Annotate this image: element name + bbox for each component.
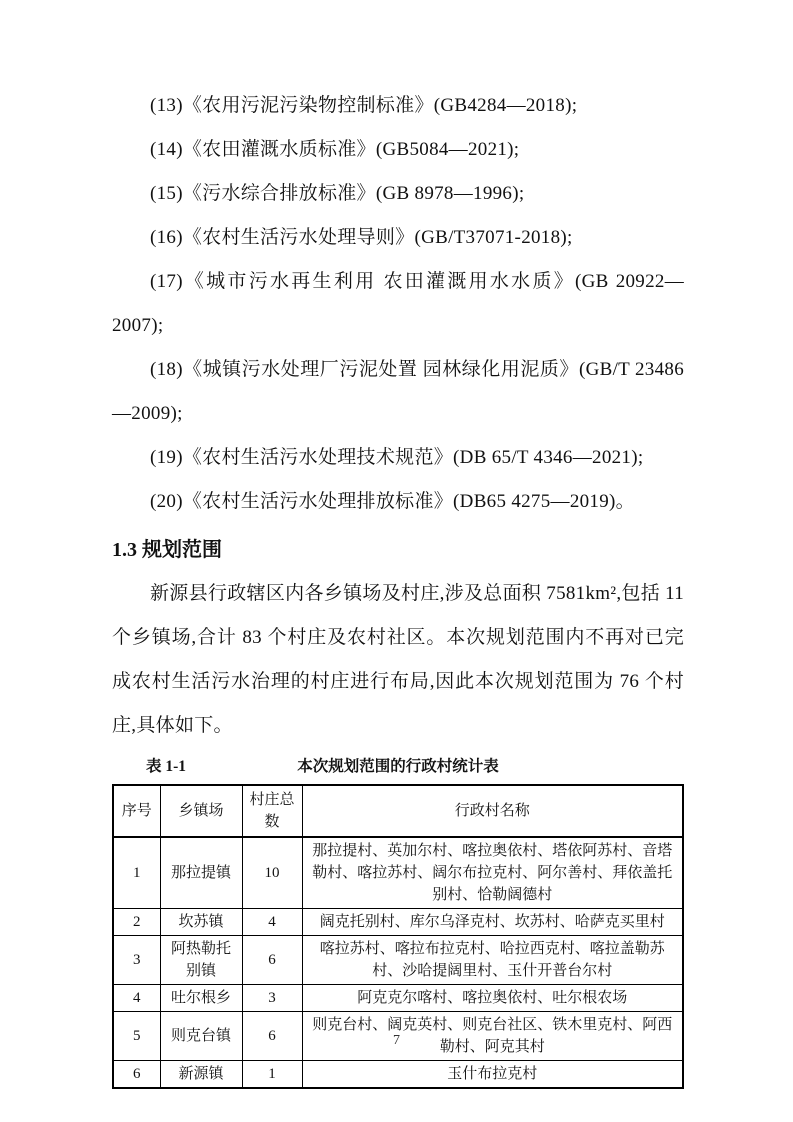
header-count: 村庄总数 [242,785,302,837]
cell-count: 1 [242,1061,302,1089]
table-label: 表 1-1 [146,758,187,775]
cell-count: 3 [242,985,302,1012]
cell-no: 6 [113,1061,160,1089]
cell-town: 则克台镇 [160,1012,242,1061]
page-number: 7 [393,1033,400,1048]
reference-item-17: (17)《城市污水再生利用 农田灌溉用水水质》(GB 20922—2007); [112,271,684,336]
reference-item-15: (15)《污水综合排放标准》(GB 8978—1996); [150,183,525,204]
header-names: 行政村名称 [302,785,683,837]
page-content [112,84,684,1089]
reference-item-20: (20)《农村生活污水处理排放标准》(DB65 4275—2019)。 [150,491,635,512]
table-caption [112,754,684,784]
cell-no: 1 [113,837,160,909]
header-no: 序号 [113,785,160,837]
reference-item-13: (13)《农用污泥污染物控制标准》(GB4284—2018); [150,95,578,116]
cell-villages: 喀拉苏村、喀拉布拉克村、哈拉西克村、喀拉盖勒苏村、沙哈提阔里村、玉什开普台尔村 [302,936,683,985]
cell-town: 吐尔根乡 [160,985,242,1012]
reference-item-19: (19)《农村生活污水处理技术规范》(DB 65/T 4346—2021); [150,447,644,468]
table-row [113,936,683,985]
intro-paragraph: 新源县行政辖区内各乡镇场及村庄,涉及总面积 7581km²,包括 11 个乡镇场,合计 83 个村庄及农村社区。本次规划范围内不再对已完成农村生活污水治理的村庄进行布局,因此本次规划范围为 76 个村庄,具体如下。 [112,583,684,736]
cell-villages: 那拉提村、英加尔村、喀拉奥依村、塔依阿苏村、音塔勒村、喀拉苏村、阔尔布拉克村、阿尔善村、拜依盖托别村、恰勒阔德村 [302,837,683,909]
cell-no: 2 [113,909,160,936]
section-heading: 1.3 规划范围 [112,539,222,561]
table-row [113,837,683,909]
cell-villages: 玉什布拉克村 [302,1061,683,1089]
table-title: 本次规划范围的行政村统计表 [297,758,499,775]
cell-town: 阿热勒托别镇 [160,936,242,985]
cell-no: 3 [113,936,160,985]
cell-no: 4 [113,985,160,1012]
cell-villages: 阔克托别村、库尔乌泽克村、坎苏村、哈萨克买里村 [302,909,683,936]
cell-town: 坎苏镇 [160,909,242,936]
cell-villages: 阿克克尔喀村、喀拉奥依村、吐尔根农场 [302,985,683,1012]
table-row [113,909,683,936]
cell-town: 那拉提镇 [160,837,242,909]
reference-item-18: (18)《城镇污水处理厂污泥处置 园林绿化用泥质》(GB/T 23486—2009); [112,359,684,424]
table-row [113,985,683,1012]
header-town: 乡镇场 [160,785,242,837]
table-header-row [113,785,683,837]
cell-count: 4 [242,909,302,936]
cell-villages: 则克台村、阔克英村、则克台社区、铁木里克村、阿西勒村、阿克其村 [302,1012,683,1061]
cell-no: 5 [113,1012,160,1061]
table-row [113,1061,683,1089]
reference-item-16: (16)《农村生活污水处理导则》(GB/T37071-2018); [150,227,573,248]
cell-town: 新源镇 [160,1061,242,1089]
cell-count: 6 [242,1012,302,1061]
cell-count: 6 [242,936,302,985]
cell-count: 10 [242,837,302,909]
reference-item-14: (14)《农田灌溉水质标准》(GB5084—2021); [150,139,520,160]
